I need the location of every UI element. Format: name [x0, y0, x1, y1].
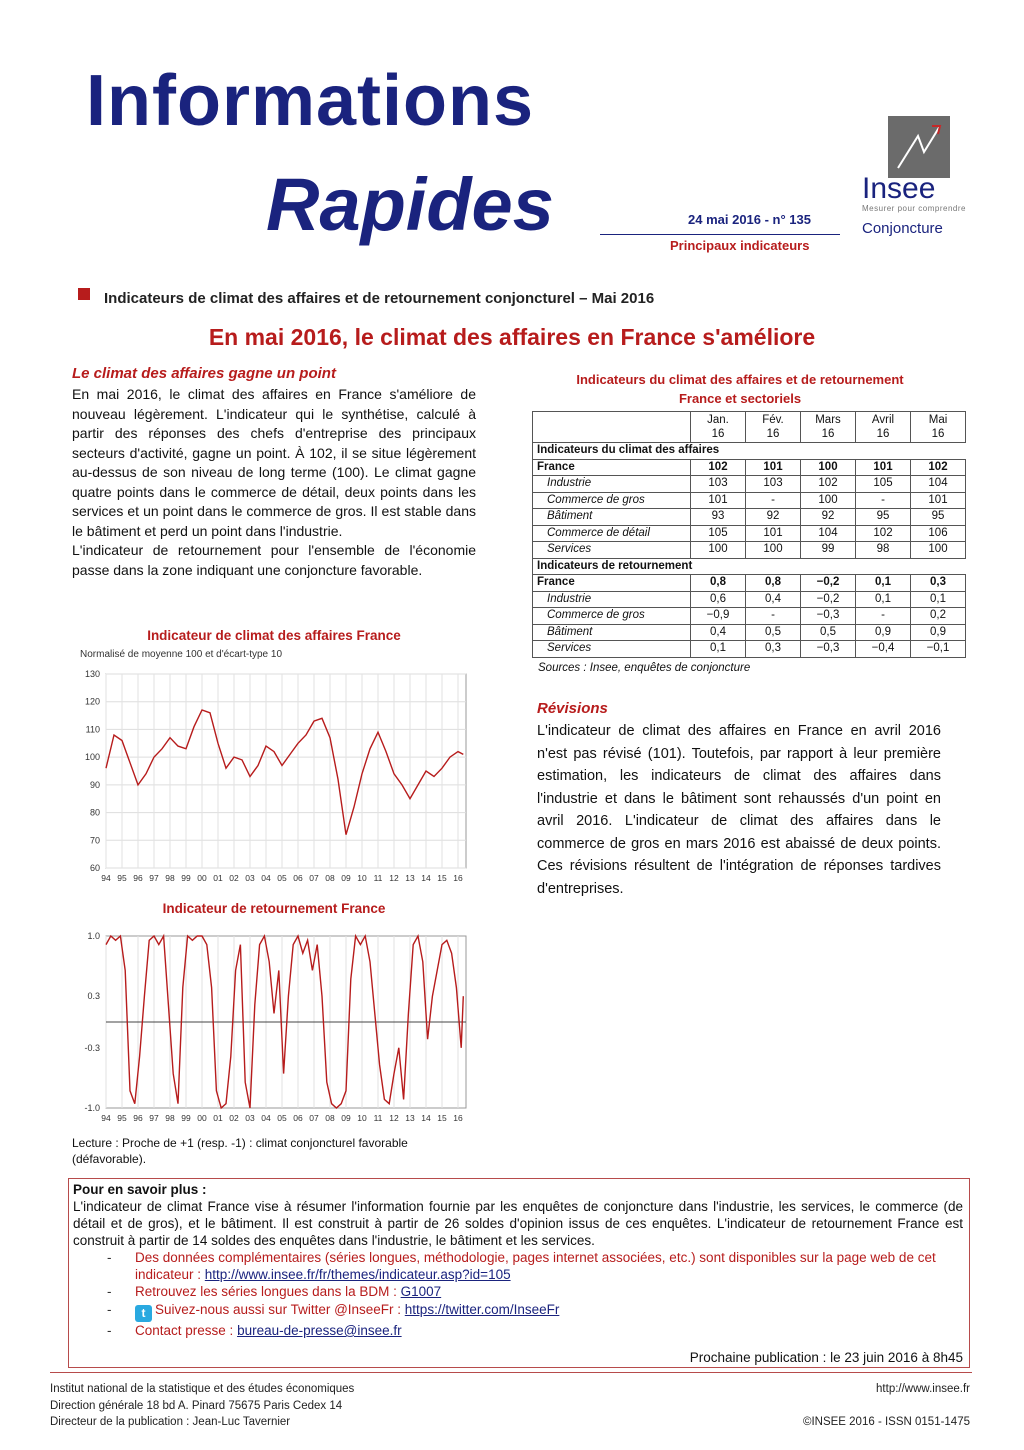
table-row-label: Industrie — [533, 591, 691, 608]
table-row — [533, 476, 966, 493]
x-tick-label: 95 — [117, 1113, 127, 1123]
x-tick-label: 94 — [101, 873, 111, 883]
x-tick-label: 04 — [261, 873, 271, 883]
x-tick-label: 16 — [453, 873, 463, 883]
table-cell: 0,9 — [856, 624, 911, 641]
x-tick-label: 01 — [213, 873, 223, 883]
bdm-link[interactable]: G1007 — [400, 1284, 442, 1299]
table-row — [533, 509, 966, 526]
info-box — [68, 1178, 970, 1368]
indicator-page-link[interactable]: http://www.insee.fr/fr/themes/indicateur.asp?id=105 — [204, 1267, 511, 1282]
subject-bullet-icon — [78, 288, 90, 300]
table-cell: 0,2 — [911, 608, 966, 625]
table-cell: 98 — [856, 542, 911, 559]
info-dash: - — [107, 1323, 112, 1338]
footer-address — [50, 1381, 354, 1431]
table-row — [533, 542, 966, 559]
x-tick-label: 14 — [421, 1113, 431, 1123]
x-tick-label: 95 — [117, 873, 127, 883]
x-tick-label: 05 — [277, 1113, 287, 1123]
table-row — [533, 591, 966, 608]
table-header-row — [533, 412, 966, 443]
x-tick-label: 01 — [213, 1113, 223, 1123]
revisions-text: L'indicateur de climat des affaires en France en avril 2016 n'est pas révisé (101). Toutefois, par rapport à leur première estimation, les indicateurs de climat des affaires dans l'industrie et dans le bâtiment sont rehaussés d'un point en avril 2016. L'indicateur de climat des affaires dans le commerce de gros en mars 2016 est abaissé de deux points. Ces révisions résultent de l'intégration de réponses tardives d'entreprises. — [537, 723, 941, 897]
y-tick-label: -1.0 — [84, 1103, 100, 1113]
table-row-label: Industrie — [533, 476, 691, 493]
x-tick-label: 99 — [181, 1113, 191, 1123]
table-row-label: France — [533, 575, 691, 592]
table-cell: 0,1 — [911, 591, 966, 608]
table-row — [533, 459, 966, 476]
x-tick-label: 08 — [325, 873, 335, 883]
table-cell: −0,3 — [801, 641, 856, 658]
table-cell: - — [746, 608, 801, 625]
x-tick-label: 09 — [341, 1113, 351, 1123]
x-tick-label: 03 — [245, 1113, 255, 1123]
logo-tagline: Mesurer pour comprendre — [862, 204, 966, 213]
chart1-title: Indicateur de climat des affaires France — [147, 628, 401, 643]
subject-line: Indicateurs de climat des affaires et de retournement conjoncturel – Mai 2016 — [104, 290, 655, 307]
table-cell: 101 — [691, 492, 746, 509]
table-cell: 100 — [801, 459, 856, 476]
twitter-icon: t — [135, 1305, 152, 1322]
info-title: Pour en savoir plus : — [73, 1182, 207, 1197]
info-dash: - — [107, 1302, 112, 1317]
table-cell: 0,5 — [746, 624, 801, 641]
table-section-row — [533, 443, 966, 460]
table-cell: 103 — [691, 476, 746, 493]
table-title-line2: France et sectoriels — [678, 391, 802, 406]
table-section-label: Indicateurs de retournement — [533, 558, 966, 575]
y-tick-label: 80 — [89, 807, 100, 818]
plot-area — [106, 674, 466, 868]
table-cell: 105 — [856, 476, 911, 493]
table-column-header: Fév. 16 — [746, 412, 801, 443]
x-tick-label: 97 — [149, 873, 159, 883]
table-cell: 102 — [801, 476, 856, 493]
table-cell: 0,3 — [911, 575, 966, 592]
table-cell: 105 — [691, 525, 746, 542]
info-item-data-text: Des données complémentaires (séries longues, méthodologie, pages internet associées, etc.) sont disponibles sur la page web de cet indicateur : — [135, 1250, 936, 1282]
x-tick-label: 07 — [309, 873, 319, 883]
table-title — [530, 370, 950, 408]
table-title-line1: Indicateurs du climat des affaires et de retournement — [576, 372, 904, 387]
logo-wordmark: Insee — [862, 172, 936, 205]
x-tick-label: 02 — [229, 873, 239, 883]
series-label: Principaux indicateurs — [670, 238, 810, 253]
y-tick-label: 130 — [84, 669, 100, 679]
table-cell: 102 — [856, 525, 911, 542]
table-cell: 100 — [801, 492, 856, 509]
table-cell: 106 — [911, 525, 966, 542]
section-climat-text — [72, 385, 476, 580]
table-row — [533, 492, 966, 509]
x-tick-label: 16 — [453, 1113, 463, 1123]
table-cell: −0,9 — [691, 608, 746, 625]
x-tick-label: 08 — [325, 1113, 335, 1123]
table-cell: 92 — [746, 509, 801, 526]
x-tick-label: 13 — [405, 873, 415, 883]
info-item-bdm — [73, 1283, 963, 1300]
masthead-rule — [600, 234, 840, 235]
x-tick-label: 02 — [229, 1113, 239, 1123]
x-tick-label: 15 — [437, 1113, 447, 1123]
table-row-label: France — [533, 459, 691, 476]
retournement-chart — [72, 926, 476, 1130]
table-cell: −0,4 — [856, 641, 911, 658]
table-cell: 103 — [746, 476, 801, 493]
paragraph-1: En mai 2016, le climat des affaires en France s'améliore de nouveau légèrement. L'indicateur qui le synthétise, calculé à partir des réponses des chefs d'entreprise des principaux secteurs d'activité, gagne un point. À 102, il se situe légèrement au-dessus de son niveau de long terme (100). Le climat gagne quatre points dans le commerce de détail, deux points dans les services et un point dans le commerce de gros. Il est stable dans le bâtiment et perd un point dans l'industrie. — [72, 386, 476, 539]
y-tick-label: 100 — [84, 752, 100, 763]
x-tick-label: 98 — [165, 1113, 175, 1123]
table-cell: 93 — [691, 509, 746, 526]
x-tick-label: 12 — [389, 873, 399, 883]
x-tick-label: 14 — [421, 873, 431, 883]
section-title-revisions: Révisions — [537, 700, 608, 717]
table-cell: 95 — [856, 509, 911, 526]
table-row-label: Bâtiment — [533, 509, 691, 526]
x-tick-label: 12 — [389, 1113, 399, 1123]
info-dash: - — [107, 1284, 112, 1299]
table-column-header: Mars 16 — [801, 412, 856, 443]
masthead-subtitle: Rapides — [266, 163, 554, 246]
table-cell: 0,3 — [746, 641, 801, 658]
table-cell: 0,1 — [691, 641, 746, 658]
footer-director: Directeur de la publication : Jean-Luc Tavernier — [50, 1416, 291, 1428]
table-header-blank — [533, 412, 691, 443]
table-cell: 101 — [911, 492, 966, 509]
table-row-label: Bâtiment — [533, 624, 691, 641]
x-tick-label: 97 — [149, 1113, 159, 1123]
chart2-title: Indicateur de retournement France — [162, 901, 386, 916]
x-tick-label: 96 — [133, 1113, 143, 1123]
table-cell: 100 — [746, 542, 801, 559]
table-cell: 101 — [746, 459, 801, 476]
x-tick-label: 04 — [261, 1113, 271, 1123]
table-section-label: Indicateurs du climat des affaires — [533, 443, 966, 460]
table-column-header: Jan. 16 — [691, 412, 746, 443]
x-tick-label: 99 — [181, 873, 191, 883]
table-cell: - — [746, 492, 801, 509]
info-item-twitter-text: Suivez-nous aussi sur Twitter @InseeFr : — [155, 1302, 405, 1317]
table-cell: 92 — [801, 509, 856, 526]
table-cell: 102 — [691, 459, 746, 476]
issue-date: 24 mai 2016 - n° 135 — [688, 212, 811, 227]
table-cell: 0,1 — [856, 575, 911, 592]
y-tick-label: 0.3 — [87, 991, 100, 1002]
table-row — [533, 608, 966, 625]
x-tick-label: 00 — [197, 1113, 207, 1123]
table-row — [533, 525, 966, 542]
x-tick-label: 03 — [245, 873, 255, 883]
info-dash: - — [107, 1250, 112, 1265]
table-row-label: Commerce de gros — [533, 608, 691, 625]
table-cell: 0,5 — [801, 624, 856, 641]
chart-reading-note: Lecture : Proche de +1 (resp. -1) : climat conjoncturel favorable (défavorable). — [72, 1136, 408, 1166]
table-row — [533, 624, 966, 641]
x-tick-label: 10 — [357, 1113, 367, 1123]
table-cell: −0,3 — [801, 608, 856, 625]
next-publication: Prochaine publication : le 23 juin 2016 à 8h45 — [689, 1350, 963, 1365]
indicators-table — [532, 411, 966, 658]
chart1-subtitle: Normalisé de moyenne 100 et d'écart-type 10 — [80, 649, 283, 660]
table-row-label: Commerce de gros — [533, 492, 691, 509]
x-tick-label: 15 — [437, 873, 447, 883]
table-cell: 104 — [801, 525, 856, 542]
table-cell: 0,8 — [746, 575, 801, 592]
x-tick-label: 05 — [277, 873, 287, 883]
y-tick-label: 70 — [89, 835, 100, 846]
footer-institution: Institut national de la statistique et des études économiques — [50, 1383, 355, 1395]
footer-direction: Direction générale 18 bd A. Pinard 75675 Paris Cedex 14 — [50, 1399, 343, 1412]
x-tick-label: 96 — [133, 873, 143, 883]
y-tick-label: 110 — [85, 724, 100, 735]
x-tick-label: 00 — [197, 873, 207, 883]
footer-url[interactable]: http://www.insee.fr — [876, 1383, 970, 1395]
x-tick-label: 09 — [341, 873, 351, 883]
info-item-data — [73, 1249, 963, 1283]
paragraph-2: L'indicateur de retournement pour l'ensemble de l'économie passe dans la zone indiquant une conjoncture favorable. — [72, 542, 476, 578]
x-tick-label: 13 — [405, 1113, 415, 1123]
table-row-label: Services — [533, 542, 691, 559]
table-cell: 0,8 — [691, 575, 746, 592]
y-tick-label: 120 — [84, 696, 100, 707]
y-tick-label: 1.0 — [87, 931, 100, 941]
table-cell: 104 — [911, 476, 966, 493]
y-tick-label: -0.3 — [84, 1042, 100, 1053]
table-cell: 95 — [911, 509, 966, 526]
table-cell: - — [856, 608, 911, 625]
press-email-link[interactable]: bureau-de-presse@insee.fr — [237, 1323, 402, 1338]
info-item-twitter — [73, 1300, 963, 1322]
table-cell: 101 — [746, 525, 801, 542]
table-sources: Sources : Insee, enquêtes de conjoncture — [538, 662, 751, 674]
x-tick-label: 94 — [101, 1113, 111, 1123]
headline: En mai 2016, le climat des affaires en France s'améliore — [208, 324, 816, 350]
table-column-header: Avril 16 — [856, 412, 911, 443]
section-title-climat: Le climat des affaires gagne un point — [72, 365, 336, 382]
info-item-press-text: Contact presse : — [135, 1323, 238, 1338]
y-tick-label: 90 — [89, 779, 100, 790]
footer-rule — [50, 1372, 972, 1373]
x-tick-label: 10 — [357, 873, 367, 883]
info-links-list — [73, 1249, 963, 1339]
insee-logo-mark — [888, 116, 950, 178]
logo-arrow-icon — [888, 116, 950, 178]
x-tick-label: 11 — [373, 1113, 383, 1123]
table-cell: 101 — [856, 459, 911, 476]
table-cell: 100 — [911, 542, 966, 559]
y-tick-label: 60 — [89, 863, 100, 873]
info-item-press — [73, 1322, 963, 1339]
twitter-link[interactable]: https://twitter.com/InseeFr — [404, 1302, 560, 1317]
table-cell: 99 — [801, 542, 856, 559]
table-cell: 102 — [911, 459, 966, 476]
table-row — [533, 575, 966, 592]
logo-conjoncture: Conjoncture — [862, 220, 943, 237]
table-section-row — [533, 558, 966, 575]
info-item-bdm-text: Retrouvez les séries longues dans la BDM : — [135, 1284, 401, 1299]
table-cell: 0,9 — [911, 624, 966, 641]
table-cell: 0,1 — [856, 591, 911, 608]
table-cell: −0,2 — [801, 591, 856, 608]
climat-chart — [72, 664, 476, 890]
x-tick-label: 06 — [293, 873, 303, 883]
footer-copyright: ©INSEE 2016 - ISSN 0151-1475 — [802, 1416, 970, 1428]
table-row — [533, 641, 966, 658]
masthead-title: Informations — [86, 61, 535, 141]
table-cell: 0,4 — [691, 624, 746, 641]
x-tick-label: 06 — [293, 1113, 303, 1123]
table-cell: - — [856, 492, 911, 509]
table-cell: 0,6 — [691, 591, 746, 608]
x-tick-label: 98 — [165, 873, 175, 883]
table-cell: −0,1 — [911, 641, 966, 658]
x-tick-label: 07 — [309, 1113, 319, 1123]
table-column-header: Mai 16 — [911, 412, 966, 443]
table-row-label: Commerce de détail — [533, 525, 691, 542]
table-cell: 0,4 — [746, 591, 801, 608]
table-cell: 100 — [691, 542, 746, 559]
info-text: L'indicateur de climat France vise à résumer l'information fournie par les enquêtes de conjoncture dans l'industrie, les services, le commerce (de détail et de gros), et le bâtiment. Il est construit à partir de 26 soldes d'opinion issus de ces enquêtes. L'indicateur de retournement France est construit à partir de 14 soldes des enquêtes dans l'industrie, le bâtiment et les services. — [73, 1199, 963, 1248]
table-row-label: Services — [533, 641, 691, 658]
x-tick-label: 11 — [373, 873, 383, 883]
table-cell: −0,2 — [801, 575, 856, 592]
